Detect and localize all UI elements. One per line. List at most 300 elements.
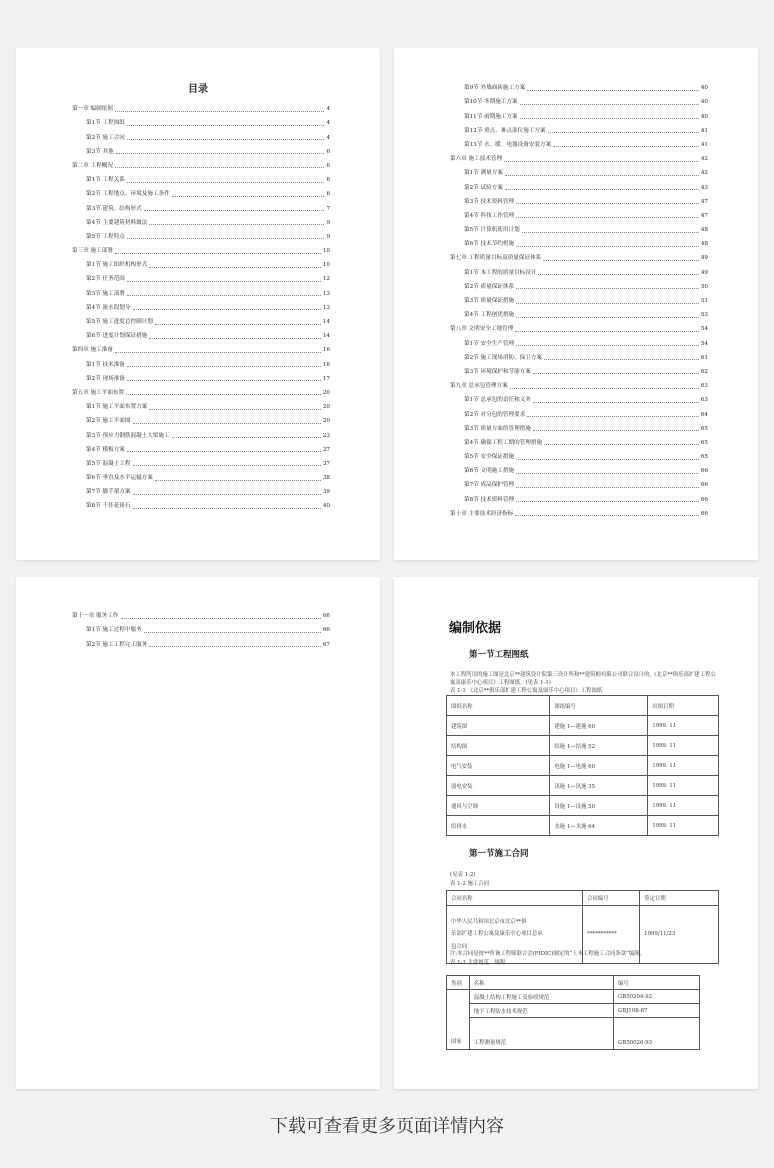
toc-entry-label: 第2节 工程地点、环境及施工条件	[86, 191, 170, 198]
table-header-cell: 出图日期	[648, 696, 719, 716]
toc-page-number: 40	[700, 113, 708, 120]
toc-dot-leader	[144, 210, 325, 211]
table-caption: 表 1-1 《北京**俱乐部扩建工程公寓及康乐中心项目》工程图纸	[450, 688, 603, 694]
toc-entry-label: 第八章 文明安全工地管理	[450, 326, 514, 333]
toc-dot-leader	[149, 646, 321, 647]
toc-page-number: 66	[700, 510, 708, 517]
toc-dot-leader	[126, 394, 321, 395]
toc-page-number: 6	[326, 191, 330, 198]
toc-page-number: 41	[700, 127, 708, 134]
toc-dot-leader	[155, 324, 321, 325]
table-header-cell: 名称	[469, 976, 613, 990]
toc-chapter-entry	[72, 383, 330, 397]
table-cell: 国家	[447, 990, 470, 1050]
toc-section-entry	[72, 440, 330, 454]
toc-page-number: 51	[700, 298, 708, 304]
toc-page-number: 9	[326, 219, 330, 226]
toc-section-entry	[72, 369, 330, 383]
toc-section-entry	[72, 454, 330, 468]
table-note: (见表 1-2)	[450, 872, 476, 878]
toc-entry-label: 第9节 外墙面砖施工方案	[464, 85, 526, 92]
contract-name-line: 包合同	[451, 943, 468, 950]
table-cell: 结构图	[447, 736, 550, 756]
standards-table	[446, 975, 700, 1050]
toc-page-number: 63	[700, 397, 708, 404]
toc-entry-label: 第1节 本工程的质量目标设计	[464, 269, 537, 276]
section-paragraph: 本工程所用的施工图是北京**建筑设计院第三设计所和**建筑师有限公司联合设计的,《北京**俱乐部扩建工程公寓及康乐中心项目》工程图纸。(见表 1-1)	[450, 672, 716, 686]
toc-page-number: 42	[700, 156, 708, 163]
table-cell: GB50204-92	[613, 990, 699, 1004]
toc-section-entry	[72, 142, 330, 156]
toc-section-entry	[450, 192, 708, 206]
toc-page-number: 62	[700, 368, 708, 375]
toc-entry-label: 第5节 安全保证措施	[464, 454, 515, 461]
table-cell: 弱电安装	[447, 776, 550, 796]
toc-entry-label: 第5节 工程特点	[86, 233, 125, 240]
table-cell: 1999. 11	[648, 716, 719, 736]
toc-entry-label: 第13节 水、暖、电器设备安装方案	[464, 141, 552, 148]
toc-entry-label: 第3节 质量保证措施	[464, 298, 515, 304]
toc-dot-leader	[127, 281, 321, 282]
toc-page-number: 66	[322, 627, 330, 634]
toc-entry-label: 第1节 总承包的责任和义务	[464, 397, 531, 404]
toc-entry-label: 第8节 技术资料管理	[464, 496, 515, 503]
toc-dot-leader	[553, 146, 699, 147]
toc-entry-label: 第1节 施工过程中服务	[86, 627, 142, 634]
table-cell: 通风与空调	[447, 796, 550, 816]
toc-page-number: 27	[322, 446, 330, 453]
toc-entry-label: 第1节 工程图纸	[86, 120, 125, 127]
toc-section-entry	[72, 620, 330, 634]
toc-dot-leader	[172, 196, 325, 197]
toc-entry-label: 第四章 施工准备	[72, 347, 113, 354]
toc-entry-label: 第10节 冬期施工方案	[464, 99, 518, 106]
toc-section-entry	[450, 404, 708, 418]
toc-entry-label: 第2节 对分包的管理要求	[464, 411, 526, 418]
toc-dot-leader	[155, 480, 321, 481]
toc-dot-leader	[516, 217, 699, 218]
toc-page-number: 40	[322, 503, 330, 510]
table-cell: ***********	[583, 906, 640, 964]
toc-section-entry	[72, 198, 330, 212]
toc-section-entry	[450, 419, 708, 433]
table-cell: GB50026-93	[613, 1018, 699, 1050]
table-header-cell: 编号	[613, 976, 699, 990]
section-title-drawings: 第一节工程图纸	[469, 650, 529, 660]
toc-dot-leader	[172, 437, 321, 438]
toc-dot-leader	[504, 161, 699, 162]
toc-chapter-entry	[72, 241, 330, 255]
table-row	[447, 1018, 700, 1050]
table-row	[447, 736, 719, 756]
toc-section-entry	[450, 447, 708, 461]
toc-entry-label: 第6节 垂直及水平运输方案	[86, 475, 153, 482]
toc-dot-leader	[115, 253, 321, 254]
toc-entry-label: 第3节 预应力钢筋混凝土大梁施工	[86, 432, 170, 439]
toc-entry-label: 第11节 雨期施工方案	[464, 113, 518, 120]
toc-section-entry	[450, 262, 708, 276]
toc-entry-label: 第7节 成品保护管理	[464, 482, 515, 489]
toc-dot-leader	[115, 167, 325, 168]
toc-entry-label: 第6节 文明施工措施	[464, 468, 515, 475]
toc-page-number: 38	[322, 475, 330, 482]
toc-page-number: 20	[322, 389, 330, 396]
table-header-cell: 图纸编号	[550, 696, 648, 716]
toc-entry-label: 第1节 施工组织机构形式	[86, 262, 148, 269]
toc-section-entry	[72, 113, 330, 127]
toc-entry-label: 第2节 现场准备	[86, 375, 125, 382]
toc-entry-label: 第1节 技术准备	[86, 361, 125, 368]
table-cell: 工程测量规范	[469, 1018, 613, 1050]
toc-page-number: 40	[700, 99, 708, 106]
toc-section-entry	[450, 461, 708, 475]
toc-entry-label: 第4节 科技工作管理	[464, 212, 515, 219]
toc-page-number: 63	[700, 383, 708, 390]
toc-dot-leader	[516, 303, 699, 304]
toc-entry-label: 第5节 施工进度总控制计划	[86, 319, 153, 325]
toc-section-entry	[450, 135, 708, 149]
table-cell: 地下工程防水技术规范	[469, 1004, 613, 1018]
toc-page-number: 48	[700, 227, 708, 234]
toc-dot-leader	[527, 90, 699, 91]
toc-entry-label: 第6节 进度计划保证措施	[86, 333, 148, 340]
toc-entry-label: 第2节 任务范围	[86, 276, 125, 283]
toc-section-entry	[450, 92, 708, 106]
toc-section-entry	[450, 305, 708, 319]
table-cell: GBJ108-87	[613, 1004, 699, 1018]
section-title-contract: 第一节施工合同	[469, 849, 529, 859]
toc-entry-label: 第5节 混凝土工程	[86, 460, 131, 467]
toc-page-number: 64	[700, 411, 708, 418]
toc-dot-leader	[149, 224, 324, 225]
toc-page-number: 39	[322, 489, 330, 496]
table-header-cell: 图纸名称	[447, 696, 550, 716]
toc-page-number: 54	[700, 326, 708, 333]
toc-page-number: 47	[700, 212, 708, 219]
toc-dot-leader	[510, 388, 699, 389]
table-row	[447, 990, 700, 1004]
toc-entry-label: 第3节 质量方面的管理措施	[464, 425, 531, 432]
toc-dot-leader	[515, 331, 699, 332]
toc-chapter-entry	[72, 156, 330, 170]
toc-page-number: 20	[322, 404, 330, 411]
toc-dot-leader	[133, 494, 321, 495]
toc-page-number: 23	[322, 432, 330, 439]
toc-page-number: 66	[700, 468, 708, 475]
download-more-text: 下载可查看更多页面详情内容	[270, 1116, 504, 1137]
table-cell: 1999. 11	[648, 776, 719, 796]
table-header-row	[447, 696, 719, 716]
table-cell: 混凝土结构工程施工及验收规范	[469, 990, 613, 1004]
toc-page-number: 16	[322, 347, 330, 354]
toc-page-number: 53	[700, 312, 708, 319]
table-row	[447, 1004, 700, 1018]
toc-page-number: 43	[700, 184, 708, 191]
toc-dot-leader	[127, 380, 321, 381]
toc-entry-label: 第六章 施工技术管理	[450, 156, 503, 163]
toc-entry-label: 第1节 施工平面布置方案	[86, 404, 148, 411]
toc-dot-leader	[133, 508, 321, 509]
toc-chapter-entry	[450, 149, 708, 163]
toc-dot-leader	[144, 632, 321, 633]
toc-section-entry	[72, 411, 330, 425]
toc-entry-label: 第一章 编制依据	[72, 106, 113, 113]
toc-section-entry	[450, 489, 708, 503]
toc-section-entry	[72, 425, 330, 439]
table-header-cell: 类别	[447, 976, 470, 990]
toc-section-entry	[72, 170, 330, 184]
toc-entry-label: 第3节 环境保护和节能方案	[464, 368, 531, 375]
toc-page-number: 13	[322, 290, 330, 297]
toc-dot-leader	[533, 430, 699, 431]
toc-page-number: 10	[322, 248, 330, 255]
toc-entry-label: 第九章 总承包管理方案	[450, 383, 508, 390]
toc-section-entry	[450, 234, 708, 248]
toc-section-entry	[72, 213, 330, 227]
toc-entry-label: 第2节 施工工程完工服务	[86, 641, 148, 648]
toc-list	[450, 78, 708, 518]
table-header-cell: 合同编号	[583, 891, 640, 906]
toc-section-entry	[450, 121, 708, 135]
toc-dot-leader	[516, 345, 699, 346]
toc-section-entry	[450, 390, 708, 404]
toc-dot-leader	[533, 402, 699, 403]
toc-chapter-entry	[72, 99, 330, 113]
table-cell: 建施 1—建施 60	[550, 716, 648, 736]
table-cell: 建筑图	[447, 716, 550, 736]
toc-dot-leader	[516, 317, 699, 318]
document-page-2	[394, 48, 758, 560]
toc-dot-leader	[544, 359, 699, 360]
toc-page-number: 14	[322, 319, 330, 325]
toc-dot-leader	[522, 232, 699, 233]
toc-dot-leader	[505, 189, 699, 190]
toc-page-number: 14	[322, 333, 330, 340]
toc-page-number: 42	[700, 170, 708, 177]
toc-page-number: 7	[326, 205, 330, 212]
toc-section-entry	[72, 496, 330, 510]
toc-dot-leader	[127, 139, 325, 140]
table-cell: 1999. 11	[648, 736, 719, 756]
table-note: 注:本合同是按**咨询工程师联合会(FIDIC)制定的“土木工程施工合同条款”编制。	[450, 951, 646, 957]
toc-entry-label: 第七章 工程质量目标及质量保证体系	[450, 255, 542, 262]
toc-dot-leader	[127, 295, 321, 296]
toc-section-entry	[72, 312, 330, 326]
table-cell: 结施 1—结施 52	[550, 736, 648, 756]
toc-dot-leader	[115, 352, 321, 353]
toc-entry-label: 第3节 建筑、结构形式	[86, 205, 142, 212]
toc-page-number: 65	[700, 454, 708, 461]
toc-dot-leader	[516, 459, 699, 460]
table-cell: 1999. 11	[648, 756, 719, 776]
toc-entry-label: 第2节 施工平面图	[86, 418, 131, 425]
toc-dot-leader	[133, 423, 321, 424]
toc-section-entry	[450, 333, 708, 347]
toc-entry-label: 第2节 质量保证体系	[464, 283, 515, 290]
toc-entry-label: 第3节 技术资料管理	[464, 198, 515, 205]
toc-entry-label: 第十章 主要技术经济指标	[450, 510, 514, 517]
toc-page-number: 4	[326, 106, 330, 113]
toc-entry-label: 第3节 其他	[86, 148, 114, 155]
toc-dot-leader	[149, 267, 321, 268]
table-cell: 1999. 11	[648, 816, 719, 836]
toc-page-number: 12	[322, 276, 330, 283]
toc-dot-leader	[516, 203, 699, 204]
table-header-row	[447, 976, 700, 990]
toc-dot-leader	[516, 246, 699, 247]
drawings-table	[446, 695, 719, 836]
toc-page-number: 67	[322, 641, 330, 648]
toc-chapter-entry	[450, 319, 708, 333]
toc-page-number: 6	[326, 162, 330, 169]
table-cell: 讯施 1—讯施 35	[550, 776, 648, 796]
toc-entry-label: 第3节 施工部署	[86, 290, 125, 297]
toc-page-number: 37	[322, 460, 330, 467]
toc-section-entry	[450, 177, 708, 191]
toc-entry-label: 第2节 施工合同	[86, 134, 125, 141]
toc-dot-leader	[543, 260, 699, 261]
toc-section-entry	[72, 283, 330, 297]
table-cell: 设施 1—设施 50	[550, 796, 648, 816]
toc-section-entry	[72, 326, 330, 340]
table-cell: 给排水	[447, 816, 550, 836]
toc-dot-leader	[516, 501, 699, 502]
toc-entry-label: 第4节 主要建筑材料做法	[86, 219, 148, 226]
toc-page-number: 4	[326, 134, 330, 141]
toc-page-number: 20	[322, 418, 330, 425]
toc-dot-leader	[516, 487, 699, 488]
table-row	[447, 796, 719, 816]
toc-section-entry	[450, 291, 708, 305]
toc-entry-label: 第4节 确保工程工期的管理措施	[464, 439, 543, 446]
toc-page-number: 10	[322, 262, 330, 269]
toc-chapter-entry	[450, 376, 708, 390]
toc-page-number: 16	[322, 361, 330, 368]
toc-dot-leader	[505, 175, 699, 176]
toc-section-entry	[450, 277, 708, 291]
table-cell: 电气安装	[447, 756, 550, 776]
toc-list	[72, 606, 330, 649]
toc-entry-label: 第8节 干挂花岗石	[86, 503, 131, 510]
toc-entry-label: 第三章 施工部署	[72, 248, 113, 255]
toc-chapter-entry	[72, 606, 330, 620]
toc-section-entry	[450, 206, 708, 220]
table-cell: 1999/11/23	[640, 906, 719, 964]
toc-entry-label: 第十一章 服务工作	[72, 613, 119, 620]
toc-section-entry	[72, 634, 330, 648]
toc-entry-label: 第12节 重点、难点部位施工方案	[464, 127, 546, 134]
document-page-4	[394, 577, 758, 1089]
toc-dot-leader	[127, 451, 321, 452]
table-cell: 电施 1—电施 60	[550, 756, 648, 776]
toc-dot-leader	[515, 515, 699, 516]
toc-section-entry	[450, 78, 708, 92]
toc-page-number: 66	[700, 482, 708, 489]
table-header-cell: 签定日期	[640, 891, 719, 906]
toc-dot-leader	[127, 182, 325, 183]
toc-dot-leader	[133, 465, 321, 466]
toc-page-number: 66	[700, 496, 708, 503]
toc-dot-leader	[115, 111, 325, 112]
toc-entry-label: 第7节 脚手架方案	[86, 489, 131, 496]
toc-chapter-entry	[72, 340, 330, 354]
toc-dot-leader	[127, 238, 325, 239]
toc-section-entry	[72, 482, 330, 496]
toc-dot-leader	[520, 118, 699, 119]
toc-dot-leader	[527, 416, 699, 417]
table-row	[447, 776, 719, 796]
toc-section-entry	[72, 468, 330, 482]
toc-page-number: 6	[326, 177, 330, 184]
toc-dot-leader	[538, 274, 698, 275]
toc-dot-leader	[149, 409, 321, 410]
toc-section-entry	[72, 184, 330, 198]
toc-page-number: 47	[700, 198, 708, 205]
toc-section-entry	[72, 269, 330, 283]
contract-name-line: 中华人民共和国北京市北京**俱	[451, 918, 527, 925]
toc-dot-leader	[544, 444, 699, 445]
toc-page-number: 13	[322, 304, 330, 311]
toc-section-entry	[450, 106, 708, 120]
toc-page-number: 65	[700, 425, 708, 432]
toc-page-number: 9	[326, 233, 330, 240]
toc-page-number: 66	[322, 613, 330, 620]
toc-section-entry	[450, 348, 708, 362]
table-caption: 表 1-2 施工合同	[450, 881, 490, 887]
toc-entry-label: 第1节 安全生产管理	[464, 340, 515, 347]
toc-page-number: 41	[700, 141, 708, 148]
document-page-3	[16, 577, 380, 1089]
toc-page-number: 65	[700, 439, 708, 446]
toc-dot-leader	[149, 338, 321, 339]
toc-page-number: 49	[700, 255, 708, 262]
toc-entry-label: 第2节 施工现场消防、保卫方案	[464, 354, 543, 361]
toc-page-number: 48	[700, 241, 708, 248]
toc-entry-label: 第6节 技术节约措施	[464, 241, 515, 248]
toc-page-number: 4	[326, 120, 330, 127]
toc-page-number: 49	[700, 269, 708, 276]
toc-dot-leader	[516, 288, 699, 289]
toc-dot-leader	[116, 153, 325, 154]
table-row	[447, 816, 719, 836]
toc-section-entry	[72, 397, 330, 411]
toc-page-number: 61	[700, 354, 708, 361]
toc-chapter-entry	[450, 248, 708, 262]
toc-dot-leader	[548, 132, 699, 133]
contract-name-line: 乐部扩建工程公寓及康乐中心项目总承	[451, 931, 543, 938]
toc-page-number: 50	[700, 283, 708, 290]
toc-entry-label: 第1节 测量方案	[464, 170, 503, 177]
table-cell: 1999. 11	[648, 796, 719, 816]
toc-entry-label: 第5节 计算机使用计划	[464, 227, 520, 234]
toc-entry-label: 第五章 施工平面布置	[72, 389, 125, 396]
toc-page-number: 54	[700, 340, 708, 347]
toc-page-number: 17	[322, 375, 330, 382]
toc-entry-label: 第4节 模板方案	[86, 446, 125, 453]
table-cell: 水施 1—水施 64	[550, 816, 648, 836]
toc-list	[72, 99, 330, 510]
chapter-heading: 编制依据	[449, 621, 502, 636]
toc-section-entry	[72, 127, 330, 141]
toc-section-entry	[72, 255, 330, 269]
table-row	[447, 716, 719, 736]
toc-section-entry	[450, 475, 708, 489]
toc-section-entry	[450, 163, 708, 177]
toc-section-entry	[450, 220, 708, 234]
table-row	[447, 756, 719, 776]
toc-dot-leader	[516, 473, 699, 474]
toc-dot-leader	[127, 125, 325, 126]
